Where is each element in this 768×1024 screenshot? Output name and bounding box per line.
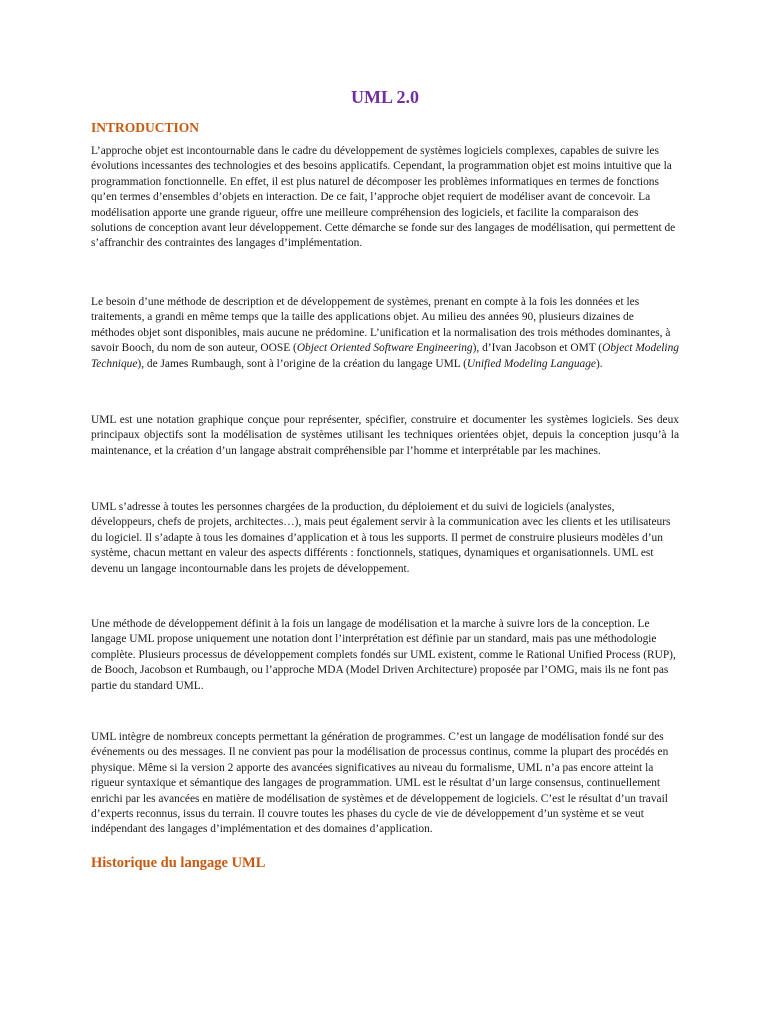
history-heading: Historique du langage UML — [91, 855, 266, 871]
paragraph-text: ), de James Rumbaugh, sont à l’origine de la création du langage UML ( — [137, 357, 467, 370]
document-title: UML 2.0 — [350, 87, 419, 107]
paragraph-intro-2 — [91, 295, 679, 372]
paragraph-intro-5: Une méthode de développement définit à la fois un langage de modélisation et la marche à suivre lors de la conception. Le langage UML propose uniquement une notation dont l’interprétation est définie par un standard, mais pas une méthodologie complète. Plusieurs processus de développement complets fondés sur UML existent, comme le Rational Unified Process (RUP), de Booch, Jacobson et Rumbaugh, ou l’approche MDA (Model Driven Architecture) proposée par l’OMG, mais ils ne font pas partie du standard UML. — [91, 618, 676, 692]
introduction-heading: INTRODUCTION — [91, 120, 200, 135]
uml-expansion: Unified Modeling Language — [466, 357, 596, 370]
paragraph-intro-6: UML intègre de nombreux concepts permettant la génération de programmes. C’est un langage de modélisation fondé sur des événements ou des messages. Il ne convient pas pour la modélisation de processus continus, comme la plupart des procédés en physique. Même si la version 2 apporte des avancées significatives au niveau du formalisme, UML n’a pas encore atteint la rigueur syntaxique et sémantique des langages de programmation. UML est le résultat d’un large consensus, continuellement enrichi par les avancées en matière de modélisation de systèmes et de développement de logiciels. C’est le résultat d’un travail d’experts reconnus, issus du terrain. Il couvre toutes les phases du cycle de vie de développement d’un système et se veut indépendant des langages d’implémentation et des domaines d’application. — [91, 731, 669, 836]
oose-expansion: Object Oriented Software Engineering — [296, 342, 473, 355]
paragraph-intro-1: L’approche objet est incontournable dans le cadre du développement de systèmes logiciels complexes, capables de suivre les évolutions incessantes des technologies et des besoins applicatifs. Cependant, la programmation objet est moins intuitive que la programmation fonctionnelle. En effet, il est plus naturel de décomposer les problèmes informatiques en termes de fonctions qu’en termes d’ensembles d’objets en interaction. De ce fait, l’approche objet requiert de modéliser avant de concevoir. La modélisation apporte une grande rigueur, offre une meilleure compréhension des logiciels, et facilite la comparaison des solutions de conception avant leur développement. Cette démarche se fonde sur des langages de modélisation, qui permettent de s’affranchir des contraintes des langages d’implémentation. — [91, 145, 676, 250]
paragraph-text: ). — [596, 357, 603, 370]
omt-expansion: Object Modeling Technique — [91, 342, 679, 370]
paragraph-intro-4: UML s’adresse à toutes les personnes chargées de la production, du déploiement et du suivi de logiciels (analystes, développeurs, chefs de projets, architectes…), mais peut également servir à la communication avec les clients et les utilisateurs du logiciel. Il s’adapte à tous les domaines d’application et à tous les supports. Il permet de construire plusieurs modèles d’un système, chacun mettant en valeur des aspects différents : fonctionnels, statiques, dynamiques et organisationnels. UML est devenu un langage incontournable dans les projets de développement. — [91, 501, 671, 575]
paragraph-intro-3: UML est une notation graphique conçue pour représenter, spécifier, construire et documenter les systèmes logiciels. Ses deux principaux objectifs sont la modélisation de systèmes utilisant les techniques orientées objet, depuis la conception jusqu’à la maintenance, et la création d’un langage abstrait compréhensible par l’homme et interprétable par les machines. — [91, 414, 679, 457]
paragraph-text: ), d’Ivan Jacobson et OMT ( — [472, 342, 603, 355]
paragraph-text: Le besoin d’une méthode de description et de développement de systèmes, prenant en compte à la fois les données et les traitements, a grandi en même temps que la taille des applications objet. Au milieu des années 90, plusieurs dizaines de méthodes objet sont disponibles, mais aucune ne prédomine. L’unification et la normalisation des trois méthodes dominantes, à savoir Booch, du nom de son auteur, OOSE ( — [91, 296, 671, 355]
